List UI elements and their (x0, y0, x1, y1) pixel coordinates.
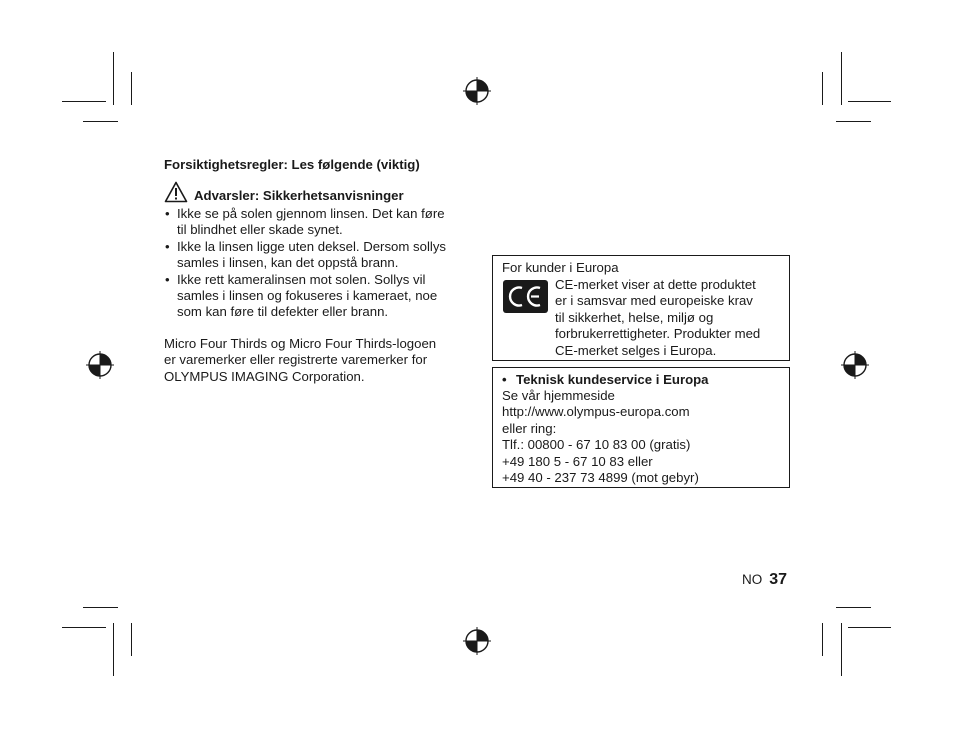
crop-mark (848, 627, 891, 628)
trademark-notice: Micro Four Thirds og Micro Four Thirds-logoen er varemerker eller registrerte varemerker for OLYMPUS IMAGING Corporation. (164, 336, 437, 384)
registration-mark-icon (85, 350, 115, 380)
crop-mark (62, 101, 106, 102)
crop-mark (131, 72, 132, 105)
phone-alt: +49 180 5 - 67 10 83 eller (502, 453, 653, 469)
service-contact: Se vår hjemmeside http://www.olympus-europa.com eller ring: Tlf.: 00800 - 67 10 83 00 (gratis) +49 180 5 - 67 10 83 eller +49 40 - 237 73 4899 (mot gebyr) (502, 388, 699, 486)
list-item: • Ikke la linsen ligge uten deksel. Dersom sollys samles i linsen, kan det oppstå brann. (164, 239, 474, 272)
list-item: • Ikke rett kameralinsen mot solen. Sollys vil samles i linsen og fokuseres i kameraet, noe som kan føre til defekter eller brann. (164, 272, 474, 321)
crop-mark (836, 121, 871, 122)
crop-mark (113, 52, 114, 105)
crop-mark (131, 623, 132, 656)
ce-description: CE-merket viser at dette produktet er i samsvar med europeiske krav til sikkerhet, helse, miljø og forbrukerrettigheter. Produkter med CE-merket selges i Europa. (555, 277, 761, 358)
crop-mark (113, 623, 114, 676)
crop-mark (822, 72, 823, 105)
page-footer (742, 571, 787, 589)
page-number: 37 (769, 571, 788, 588)
crop-mark (841, 52, 842, 105)
phone-free: Tlf.: 00800 - 67 10 83 00 (gratis) (502, 437, 691, 453)
registration-mark-icon (462, 76, 492, 106)
crop-mark (841, 623, 842, 676)
list-item: • Ikke se på solen gjennom linsen. Det kan føre til blindhet eller skade synet. (164, 206, 474, 239)
crop-mark (836, 607, 871, 608)
ce-box-title: For kunder i Europa (502, 260, 619, 275)
warning-header (164, 181, 404, 203)
registration-mark-icon (840, 350, 870, 380)
warning-list (164, 206, 474, 321)
ce-mark-icon (503, 280, 548, 313)
crop-mark (848, 101, 891, 102)
service-info-box (492, 367, 790, 488)
service-box-title: • Teknisk kundeservice i Europa (502, 372, 709, 387)
phone-paid: +49 40 - 237 73 4899 (mot gebyr) (502, 470, 699, 486)
ce-info-box (492, 255, 790, 361)
crop-mark (62, 627, 106, 628)
website-link: http://www.olympus-europa.com (502, 404, 690, 420)
crop-mark (822, 623, 823, 656)
section-heading: Forsiktighetsregler: Les følgende (viktig) (164, 157, 420, 172)
registration-mark-icon (462, 626, 492, 656)
warning-title: Advarsler: Sikkerhetsanvisninger (194, 187, 404, 203)
warning-triangle-icon (164, 181, 188, 203)
crop-mark (83, 607, 118, 608)
crop-mark (83, 121, 118, 122)
language-code: NO (742, 572, 763, 587)
